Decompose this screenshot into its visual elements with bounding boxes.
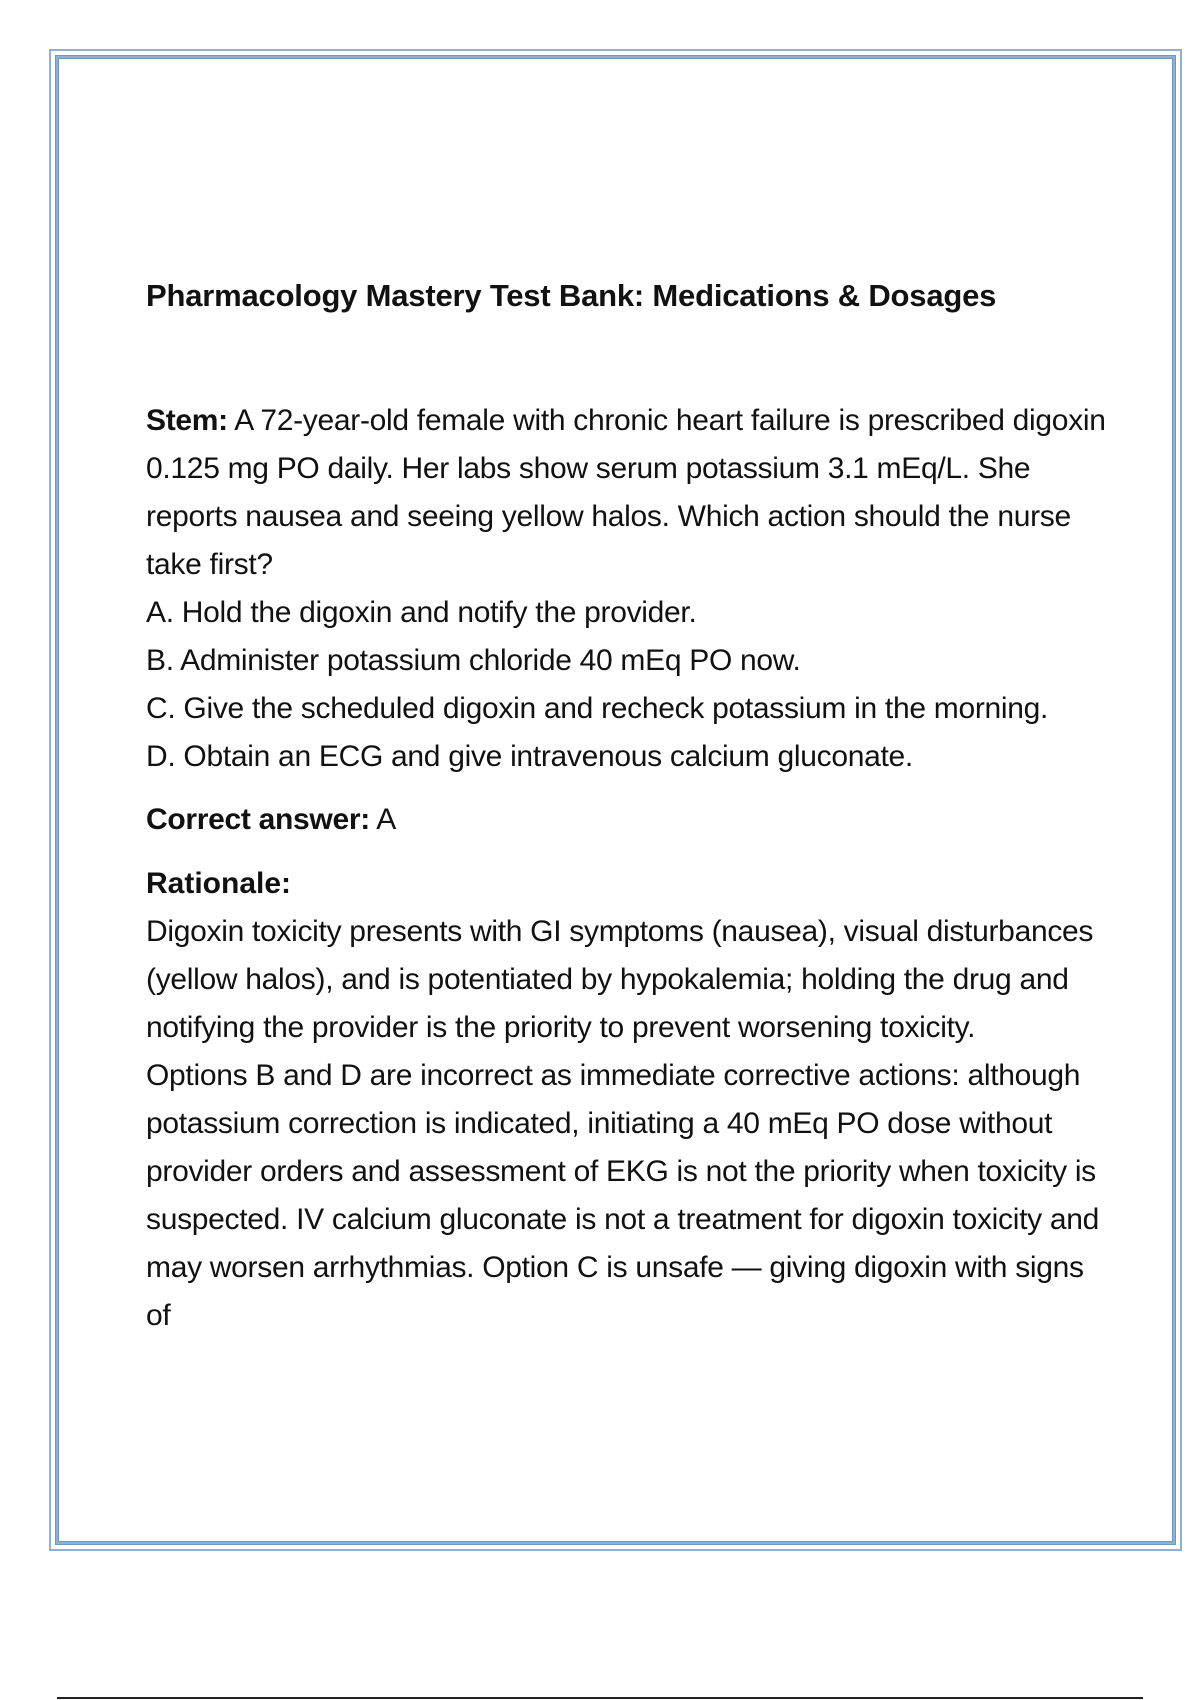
document-content bbox=[146, 276, 1106, 1340]
question-stem bbox=[146, 397, 1106, 589]
rationale-paragraph-1: Digoxin toxicity presents with GI symptoms (nausea), visual disturbances (yellow halos), and is potentiated by hypokalemia; holding the drug and notifying the provider is the priority to prevent worsening toxicity. bbox=[146, 915, 1094, 1044]
answer-options bbox=[146, 589, 1106, 781]
correct-answer bbox=[146, 796, 1106, 844]
rationale-paragraph-2: Options B and D are incorrect as immediate corrective actions: although potassium correction is indicated, initiating a 40 mEq PO dose without provider orders and assessment of EKG is not the priority when toxicity is suspected. IV calcium gluconate is not a treatment for digoxin toxicity and may worsen arrhythmias. Option C is unsafe — giving digoxin with signs of bbox=[146, 1059, 1100, 1332]
footer-rule bbox=[57, 1697, 1143, 1699]
correct-answer-value: A bbox=[369, 803, 397, 836]
option-d: D. Obtain an ECG and give intravenous calcium gluconate. bbox=[146, 740, 913, 773]
rationale-heading: Rationale: bbox=[146, 867, 292, 900]
stem-label: Stem: bbox=[146, 404, 228, 437]
option-c: C. Give the scheduled digoxin and recheck potassium in the morning. bbox=[146, 692, 1049, 725]
option-a: A. Hold the digoxin and notify the provider. bbox=[146, 596, 697, 629]
option-b: B. Administer potassium chloride 40 mEq PO now. bbox=[146, 644, 801, 677]
stem-text: A 72-year-old female with chronic heart failure is prescribed digoxin 0.125 mg PO daily. Her labs show serum potassium 3.1 mEq/L. She reports nausea and seeing yellow halos. Which action should the nurse take first? bbox=[146, 404, 1106, 581]
document-title: Pharmacology Mastery Test Bank: Medications & Dosages bbox=[146, 278, 997, 313]
correct-answer-label: Correct answer: bbox=[146, 803, 370, 836]
